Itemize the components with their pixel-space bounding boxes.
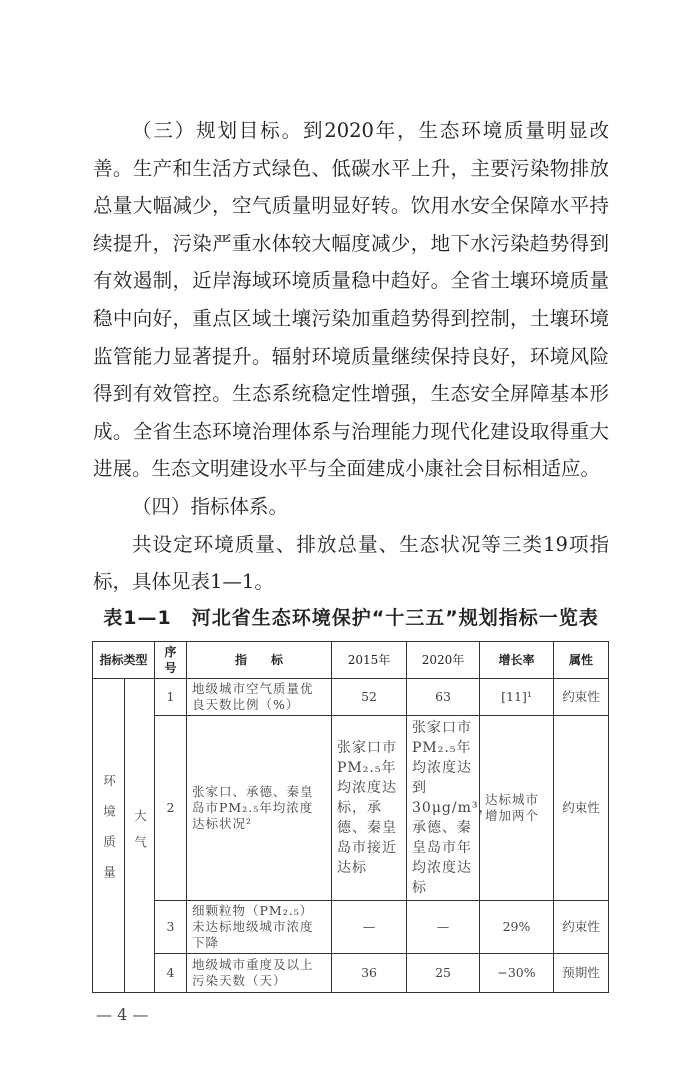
header-indicator: 指 标 (187, 641, 332, 678)
cell-growth: 达标城市增加两个 (480, 715, 554, 900)
header-growth: 增长率 (480, 641, 554, 678)
page-number: — 4 — (96, 1004, 149, 1024)
cell-growth: −30% (480, 953, 554, 992)
cell-2015: 52 (332, 678, 407, 715)
cell-growth: [11]¹ (480, 678, 554, 715)
header-no: 序号 (155, 641, 187, 678)
cell-attr: 预期性 (554, 953, 609, 992)
cell-no: 1 (155, 678, 187, 715)
paragraph-indicator-system: 共设定环境质量、排放总量、生态状况等三类19项指标，具体见表1—1。 (93, 532, 609, 594)
cell-no: 4 (155, 953, 187, 992)
paragraph-goals: （三）规划目标。到2020年，生态环境质量明显改善。生产和生活方式绿色、低碳水平上升，主要污染物排放总量大幅减少，空气质量明显好转。饮用水安全保障水平持续提升，污染严重水体较大幅度减少，地下水污染趋势得到有效遏制，近岸海域环境质量稳中趋好。全省土壤环境质量稳中向好，重点区域土壤污染加重趋势得到控制，土壤环境监管能力显著提升。辐射环境质量继续保持良好，环境风险得到有效管控。生态系统稳定性增强，生态安全屏障基本形成。全省生态环境治理体系与治理能力现代化建设取得重大进展。生态文明建设水平与全面建成小康社会目标相适应。 (93, 119, 609, 481)
cell-no: 3 (155, 900, 187, 953)
header-2015: 2015年 (332, 641, 407, 678)
header-2020: 2020年 (407, 641, 480, 678)
cell-2015: — (332, 900, 407, 953)
body-text (93, 112, 609, 601)
cell-2020: 25 (407, 953, 480, 992)
cell-2020: 张家口市PM₂.₅年均浓度达到30μg/m³，承德、秦皇岛市年均浓度达标 (407, 715, 480, 900)
table-row (93, 900, 609, 953)
cell-attr: 约束性 (554, 900, 609, 953)
cell-indicator: 张家口、承德、秦皇岛市PM₂.₅年均浓度达标状况² (187, 715, 332, 900)
cell-no: 2 (155, 715, 187, 900)
subcategory-cell: 大气 (125, 678, 155, 992)
table-row (93, 678, 609, 715)
cell-attr: 约束性 (554, 678, 609, 715)
table-title: 表1—1 河北省生态环境保护“十三五”规划指标一览表 (103, 606, 599, 629)
header-attr: 属性 (554, 641, 609, 678)
cell-indicator: 地级城市空气质量优良天数比例（%） (187, 678, 332, 715)
cell-growth: 29% (480, 900, 554, 953)
cell-indicator: 地级城市重度及以上污染天数（天） (187, 953, 332, 992)
cell-2015: 36 (332, 953, 407, 992)
header-category: 指标类型 (93, 641, 155, 678)
indicator-table (92, 641, 609, 993)
cell-2015: 张家口市PM₂.₅年均浓度达标，承德、秦皇岛市接近达标 (332, 715, 407, 900)
cell-attr: 约束性 (554, 715, 609, 900)
table-header-row (93, 641, 609, 678)
table-row (93, 953, 609, 992)
cell-indicator: 细颗粒物（PM₂.₅）未达标地级城市浓度下降 (187, 900, 332, 953)
table-row (93, 715, 609, 900)
cell-2020: — (407, 900, 480, 953)
cell-2020: 63 (407, 678, 480, 715)
category-cell: 环境质量 (93, 678, 125, 992)
paragraph-indicator-heading: （四）指标体系。 (132, 494, 289, 518)
